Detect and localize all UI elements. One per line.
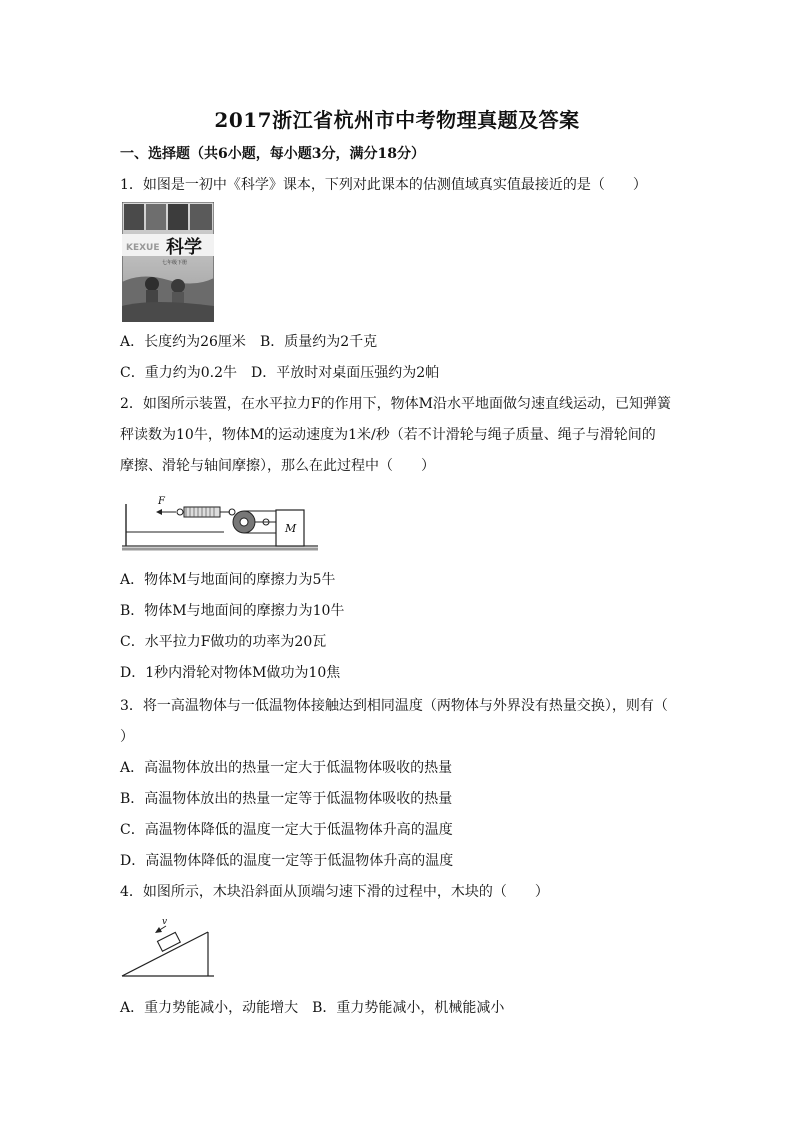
- book-grade-text: 七年级下册: [162, 260, 188, 266]
- velocity-label-v: v: [162, 917, 168, 927]
- q2-option-a[interactable]: A．物体M与地面间的摩擦力为5牛: [120, 572, 336, 588]
- q2-stem-line2: 秤读数为10牛，物体M的运动速度为1米/秒（若不计滑轮与绳子质量、绳子与滑轮间的: [120, 427, 656, 443]
- q3-option-a[interactable]: A．高温物体放出的热量一定大于低温物体吸收的热量: [120, 760, 453, 776]
- page-title: 2017浙江省杭州市中考物理真题及答案: [214, 108, 580, 132]
- q2-stem-line1: 2．如图所示装置，在水平拉力F的作用下，物体M沿水平地面做匀速直线运动，已知弹簧: [120, 396, 671, 412]
- q1-option-a[interactable]: A．长度约为26厘米: [120, 334, 246, 350]
- q1-option-d[interactable]: D．平放时对桌面压强约为2帕: [250, 365, 440, 381]
- force-label-f: F: [158, 496, 165, 507]
- q1-options-row1: [120, 332, 377, 352]
- q4-option-a[interactable]: A．重力势能减小，动能增大: [120, 1000, 299, 1016]
- q4-option-b[interactable]: B．重力势能减小，机械能减小: [312, 1000, 505, 1016]
- q1-options-row2: [120, 363, 439, 383]
- q2-option-b[interactable]: B．物体M与地面间的摩擦力为10牛: [120, 603, 345, 619]
- block-label-m: M: [285, 522, 297, 535]
- pulley-spring-diagram: [120, 490, 320, 556]
- q3-option-b[interactable]: B．高温物体放出的热量一定等于低温物体吸收的热量: [120, 791, 453, 807]
- q3-stem-line1: 3．将一高温物体与一低温物体接触达到相同温度（两物体与外界没有热量交换），则有（: [120, 698, 668, 714]
- q4-options-row1: [120, 998, 504, 1018]
- incline-block-diagram: [120, 914, 216, 980]
- q3-option-d[interactable]: D．高温物体降低的温度一定等于低温物体升高的温度: [120, 853, 454, 869]
- book-title-text: 科学: [166, 237, 202, 258]
- q2-option-c[interactable]: C．水平拉力F做功的功率为20瓦: [120, 634, 327, 650]
- q1-stem: 1．如图是一初中《科学》课本，下列对此课本的估测值域真实值最接近的是（ ）: [120, 177, 647, 193]
- textbook-cover-image: [122, 202, 214, 322]
- q2-option-d[interactable]: D．1秒内滑轮对物体M做功为10焦: [120, 665, 341, 681]
- q4-stem: 4．如图所示，木块沿斜面从顶端匀速下滑的过程中，木块的（ ）: [120, 884, 549, 900]
- q1-option-c[interactable]: C．重力约为0.2牛: [120, 365, 237, 381]
- q3-option-c[interactable]: C．高温物体降低的温度一定大于低温物体升高的温度: [120, 822, 453, 838]
- q2-stem-line3: 摩擦、滑轮与轴间摩擦），那么在此过程中（ ）: [120, 458, 435, 474]
- svg-text:KEXUE: KEXUE: [126, 243, 160, 253]
- q3-stem-line2: ）: [120, 729, 134, 745]
- q1-option-b[interactable]: B．质量约为2千克: [259, 334, 378, 350]
- section-heading: 一、选择题（共6小题，每小题3分，满分18分）: [120, 146, 425, 162]
